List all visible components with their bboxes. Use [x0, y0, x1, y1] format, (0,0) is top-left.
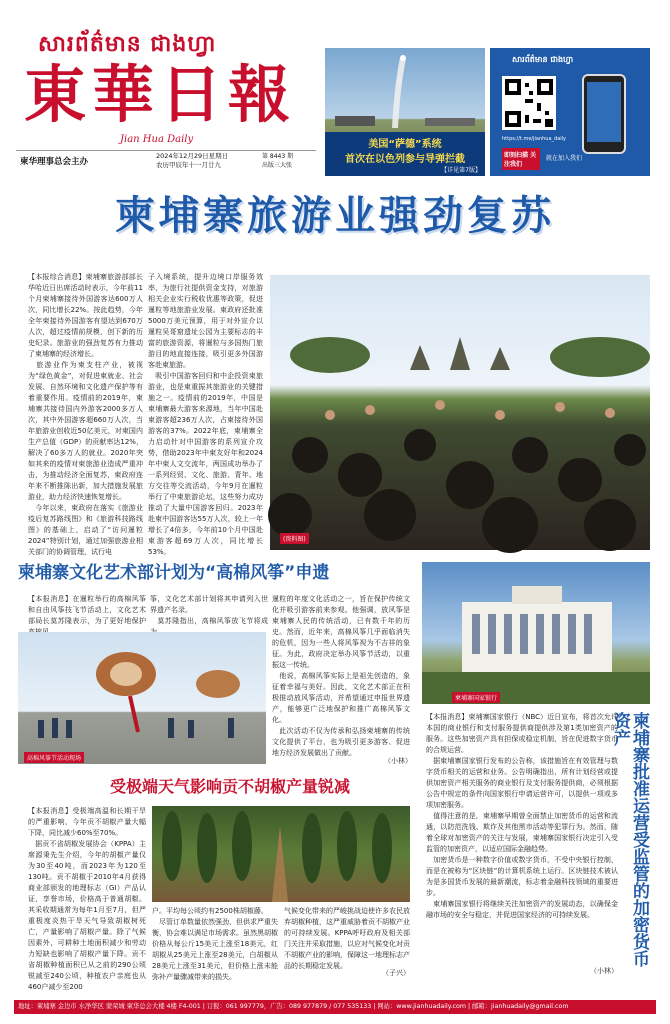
pepper-column-2: 户。平均每公顷约有2500株胡椒藤。 尽管订单数量依然强劲，但供求严重失衡，协会难以满足市场需求。虽然黑胡椒价格从每公斤15美元上涨至18美元，红胡椒从25美元上涨至28美元，白胡椒从28美元上涨至31美元，但价格上涨未能弥补产量骤减带来的损失。: [152, 907, 278, 981]
qr-code-icon[interactable]: [502, 76, 556, 130]
building-photo-caption: 柬埔寨国家银行: [452, 692, 500, 703]
lead-photo-caption: (资料图): [280, 533, 309, 544]
pepper-column-3: 气候变化带来的严峻挑战迫使许多农民放弃胡椒种植，这严重威胁着贡不胡椒产业的可持续发展。KPPA呼吁政府及相关部门关注并采取措施，以应对气候变化对贡不胡椒产业的影响，保障这一地理标志产品的长期稳定发展。: [284, 907, 410, 970]
kite-column-3: 暹粒的年度文化活动之一，旨在保护传统文化并吸引游客前来参观。他强调，放风筝是柬埔寨人民的传统活动，已有数千年的历史。然而，近年来，高棉风筝几乎面临消失的危机，因为一些人将风筝视为不吉祥的象征。为此，政府决定举办风筝节活动，以重振这一传统。 他说，高棉风筝实际上是祖先创造的，象征着幸福与美好。因此，文化艺术部正在积极推动放风筝活动，并希望通过申报世界遗产，能够更广泛地保护和推广高棉风筝文化。 此次活动不仅为传承和弘扬柬埔寨的传统文化提供了平台，也为吸引更多游客、促进地方经济发展做出了贡献。: [272, 595, 410, 757]
masthead-info-bar: [16, 150, 316, 170]
pinyin-title: Jian Hua Daily: [120, 134, 194, 145]
kite-headline: 柬埔寨文化艺术部计划为“高棉风筝”申遗: [18, 563, 330, 583]
qr-url[interactable]: https://t.me/jianhua_daily: [502, 136, 566, 142]
promo-photo[interactable]: [325, 48, 485, 176]
bank-headline: 柬埔寨批准运营受监管的加密货币资产: [610, 712, 649, 967]
kite-column-2: 筝，文化艺术部计划将其申请列入世界遗产名录。 莫苏隆指出，高棉风筝放飞节将成: [150, 595, 268, 625]
phone-icon: [582, 74, 626, 154]
promo-headline-2: 首次在以色列参与导弹拦截: [345, 154, 465, 165]
kite-festival-photo[interactable]: [18, 632, 266, 764]
sponsor: 柬华理事总会主办: [20, 157, 89, 167]
pepper-headline: 受极端天气影响贡不胡椒产量锐减: [109, 777, 350, 796]
qr-promo-box[interactable]: [490, 48, 650, 176]
lead-headline: 柬埔寨旅游业强劲复苏: [115, 193, 555, 239]
lunar-date: 农历甲辰年十一月廿九: [156, 161, 221, 169]
building-illustration: [422, 562, 650, 704]
promo-ref: 【详见第7版】: [441, 167, 481, 174]
nbc-building-photo[interactable]: [422, 562, 650, 704]
pepper-plants-illustration: [152, 806, 410, 902]
pepper-column-1: 【本报消息】受极端高温和长期干旱的严重影响，今年贡不胡椒产量大幅下降，同比减少60%至70%。 据贡不省胡椒发展协会（KPPA）主席源秉先生介绍，今年的胡椒产量仅为30至40吨，而2023年为120至130吨。贡不胡椒于2010年4月获得商业部颁发的地理标志（GI）产品认证，享誉市场，价格高于普通胡椒。其采收期通常为每年1月至7月，但严重极度炎热干旱天气导致胡椒树死亡，产量影响了胡椒产量。除了气候因素外，可耕种土地面积减少和劳动力短缺也影响了胡椒产量下降。贡不省胡椒种植面积已从之前的290公顷锐减至240公顷，种植农户亲庭也从460户减少至200: [28, 807, 146, 991]
issue-size: 出版三大张: [262, 162, 293, 169]
pepper-farm-photo[interactable]: [152, 806, 410, 902]
promo-headline-box: [325, 132, 485, 176]
bank-body: 【本报消息】柬埔寨国家银行（NBC）近日宣布，将首次允许本国的商业银行和支付服务提供商提供涉及第1类加密资产的服务。这些加密资产具有担保或稳定机制，旨在促进数字货币的合规运营。 据柬埔寨国家银行发布的公告称，该措施旨在有效管理与数字货币相关的运营和业务。公告明确指出，所有计划经营或提供加密资产相关服务的商业银行及支付服务提供商，必须根据公告中规定的条件向国家银行申请运营许可，以提供一项或多项加密服务。 值得注意的是，柬埔寨早期曾全面禁止加密货币的运营和流通，以防范洗钱、欺诈及其他黑市活动等犯罪行为。然而，随着全球对加密资产的关注与发展，柬埔寨国家银行决定引入受监管的加密资产，以适应国际金融趋势。 加密货币是一种数字价值或数字货币，不受中央银行控制，而是在被称为“区块链”的计算机系统上运行。区块链技术被认为是多国货币发展的最新潮流，标志着金融科技领域的重要进步。 柬埔寨国家银行将继续关注加密资产的发展动态，以确保金融市场的安全与稳定，并促进国家经济的可持续发展。: [426, 713, 618, 919]
angkor-crowd-photo[interactable]: [270, 275, 650, 550]
footer-bar: 地址：柬埔寨 金边市 水净华区 蒙荣城 柬华总会大楼 4楼 F4-001 | 订报：061 997779，广告：089 977879 / 077 535133 | 网站：www.jianhuadaily.com | 邮箱：jianhuadaily@gmail.com: [14, 1000, 656, 1014]
missile-launch-illustration: [325, 48, 485, 138]
newspaper-logo: 東華日報: [24, 58, 297, 131]
lead-column-1: 【本报综合消息】柬埔寨旅游部部长华哈近日出席活动时表示，今年前11个月柬埔寨接待外国游客达600万人次，同比增长22%。按此趋势，今年全年柬接待外国游客有望达到670万人次，超过疫情前规模，创下新的历史纪录。旅游业的强劲复苏有力推动了柬埔寨的经济增长。 旅游业作为柬支柱产业，被视为“绿色黄金”，对促进柬就业、社会发展、自然环境和文化遗产保护等有着重要作用。疫情前的2019年，柬埔寨共接待国内外游客2000多万人次，其中外国游客超660万人次，当年旅游业创收近50亿美元，对柬国内生产总值（GDP）的贡献率达12%，解决了60多万人的就业。2020年突如其来的疫情对柬旅游业造成严重冲击，为推动经济全面复苏，柬政府连年来不断推陈出新，加大措施发展旅游业，助力经济快速恢复增长。 今年以来，柬政府在落实《旅游业疫后复苏路线图》和《旅游科技路线图》的基础上，启动了“访问暹粒2024”特别计划，通过加强旅游业相关部门的协调管理，试行电: [28, 273, 143, 556]
crowd-illustration: [270, 275, 650, 550]
bank-byline: （小林）: [590, 967, 618, 975]
qr-khmer: សារព័ត៌មាន ជាងហ្វា: [512, 54, 574, 64]
lead-column-2: 子入境系统，提升边境口岸服务效率，为旅行社提供资金支持，对旅游相关企业实行税收优惠等政策，促进暹粒等地旅游业发展。柬政府还批准5000万美元预算，用于对外宣介以暹粒吴哥窟遗址公园为主要标志的丰富的旅游资源，将暹粒与多国热门旅游目的地直接连接，吸引更多外国游客赴柬旅游。 吸引中国游客回归和中企投资柬旅游业，也是柬重振其旅游业的关键措施之一。疫情前的2019年，中国是柬埔寨最大游客来源地，当年中国赴柬游客超236万人次，占柬接待外国游客的37%。2022年底，柬埔寨全力启动针对中国游客的系列宣介攻势，借助2023年中柬友好年和2024年中柬人文交流年，两国成功举办了一系列经贸、文化、旅游、青年、地方交往等交流活动，今年9月在暹粒举行了中柬旅游论坛，这些努力成功推动了大量中国游客回归。2023年赴柬中国游客达55万人次，较上一年增长了4倍多，今年前10个月中国赴柬游客超69万人次，同比增长53%。: [148, 273, 263, 556]
qr-follow: 就在加入我们: [546, 155, 583, 162]
kite-column-1: 【本报消息】在暹粒举行的高棉风筝和自由风筝技飞节活动上，文化艺术部局长莫苏隆表示，为了更好地保护: [28, 595, 146, 625]
promo-headline-1: 美国“萨德”系统: [368, 139, 442, 150]
pepper-byline: （子兴）: [382, 969, 410, 977]
khmer-masthead: សារព័ត៌មាន ជាងហ្វា: [38, 31, 217, 57]
kite-illustration: [18, 632, 266, 764]
qr-join-badge: 即刻扫描 关注我们: [502, 148, 540, 170]
date: 2024年12月29日星期日: [156, 152, 229, 160]
kite-photo-caption: 高棉风筝节活动现场: [24, 752, 84, 763]
kite-byline: （小林）: [384, 757, 412, 765]
issue-number: 第 8443 期: [262, 153, 294, 160]
